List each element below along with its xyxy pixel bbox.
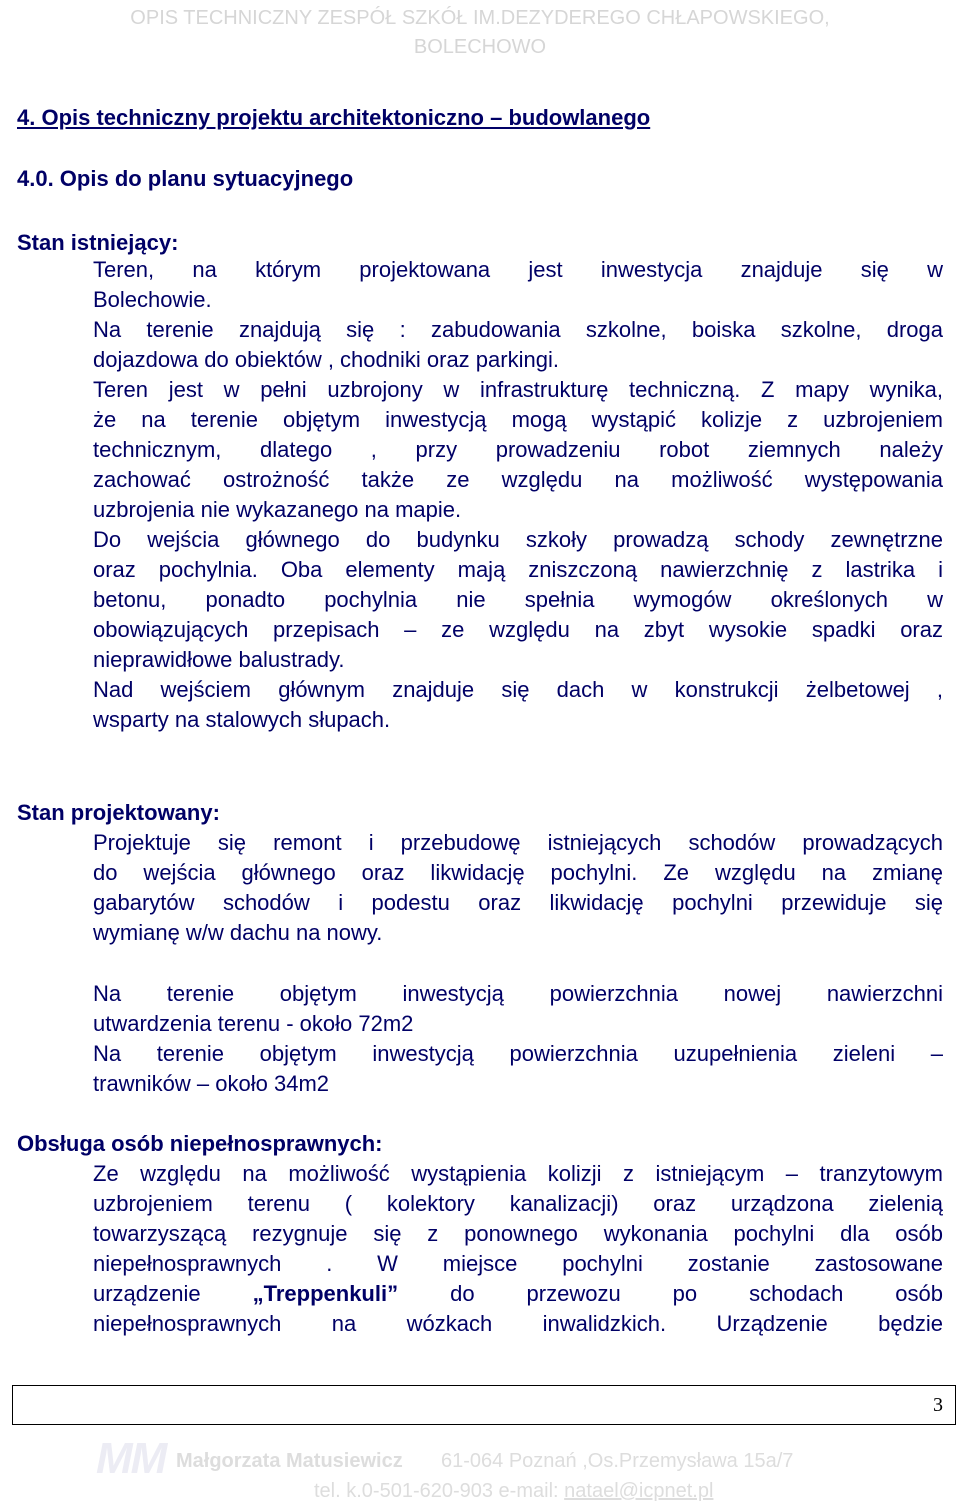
footer-name: Małgorzata Matusiewicz (176, 1450, 403, 1472)
paragraph-stan-istniejacy (93, 255, 943, 735)
page-header (0, 4, 960, 62)
text-line: gabarytów schodów i podestu oraz likwidację pochylni przewiduje się (93, 890, 943, 915)
text-line: uzbrojenia nie wykazanego na mapie. (93, 497, 462, 522)
footer-address: 61-064 Poznań ,Os.Przemysława 15a/7 (441, 1450, 794, 1472)
text-line: betonu, ponadto pochylnia nie spełnia wymogów określonych w (93, 587, 943, 612)
mm-logo: MM (96, 1434, 166, 1483)
paragraph-stan-projektowany-a (93, 828, 943, 948)
heading-stan-projektowany: Stan projektowany: (17, 800, 220, 825)
text-line: obowiązujących przepisach – ze względu na zbyt wysokie spadki oraz (93, 617, 943, 642)
paragraph-obsluga (93, 1159, 943, 1339)
text-line: oraz pochylnia. Oba elementy mają zniszczoną nawierzchnię z lastrika i (93, 557, 943, 582)
text-line: Nad wejściem głównym znajduje się dach w konstrukcji żelbetowej , (93, 677, 943, 702)
paragraph-stan-projektowany-b (93, 979, 943, 1099)
device-name: „Treppenkuli” (252, 1281, 399, 1306)
text-line: dojazdowa do obiektów , chodniki oraz parkingi. (93, 347, 559, 372)
page-number-box (12, 1385, 956, 1425)
footer-email-link[interactable]: natael@icpnet.pl (564, 1480, 714, 1502)
text-line: Projektuje się remont i przebudowę istniejących schodów prowadzących (93, 830, 943, 855)
text-line: Teren, na którym projektowana jest inwestycja znajduje się w (93, 257, 943, 282)
text-line: Teren jest w pełni uzbrojony w infrastrukturę techniczną. Z mapy wynika, (93, 377, 943, 402)
heading-stan-istniejacy: Stan istniejący: (17, 230, 179, 255)
text-line: Na terenie objętym inwestycją powierzchnia nowej nawierzchni (93, 981, 943, 1006)
page-number: 3 (933, 1394, 943, 1416)
text-line: utwardzenia terenu - około 72m2 (93, 1011, 414, 1036)
header-line-2: BOLECHOWO (413, 36, 547, 58)
text-line: Do wejścia głównego do budynku szkoły prowadzą schody zewnętrzne (93, 527, 943, 552)
text-line: nieprawidłowe balustrady. (93, 647, 345, 672)
page-footer (0, 1432, 960, 1509)
text-line: zachować ostrożność także ze względu na możliwość występowania (93, 467, 943, 492)
text-line: urządzenie „Treppenkuli” do przewozu po schodach osób (93, 1281, 943, 1306)
text-line: technicznym, dlatego , przy prowadzeniu robot ziemnych należy (93, 437, 943, 462)
footer-tel: tel. k.0-501-620-903 e-mail: (314, 1480, 559, 1502)
section-subtitle: 4.0. Opis do planu sytuacyjnego (17, 166, 354, 191)
text-line: Ze względu na możliwość wystąpienia kolizji z istniejącym – tranzytowym (93, 1161, 943, 1186)
text-line: wsparty na stalowych słupach. (93, 707, 391, 732)
text-line: do wejścia głównego oraz likwidację pochylni. Ze względu na zmianę (93, 860, 943, 885)
text-line: niepełnosprawnych . W miejsce pochylni zostanie zastosowane (93, 1251, 943, 1276)
text-line: Na terenie znajdują się : zabudowania szkolne, boiska szkolne, droga (93, 317, 943, 342)
text-line: towarzyszącą rezygnuje się z ponownego wykonania pochylni dla osób (93, 1221, 943, 1246)
text-line: Bolechowie. (93, 287, 212, 312)
document-title: 4. Opis techniczny projektu architektoniczno – budowlanego (17, 105, 651, 130)
text-line: Na terenie objętym inwestycją powierzchnia uzupełnienia zieleni – (93, 1041, 943, 1066)
header-line-1: OPIS TECHNICZNY ZESPÓŁ SZKÓŁ IM.DEZYDEREGO CHŁAPOWSKIEGO, (130, 7, 830, 29)
text-line: trawników – około 34m2 (93, 1071, 330, 1096)
text-line: że na terenie objętym inwestycją mogą wystąpić kolizje z uzbrojeniem (93, 407, 943, 432)
heading-obsluga: Obsługa osób niepełnosprawnych: (17, 1131, 383, 1156)
text-line: wymianę w/w dachu na nowy. (93, 920, 383, 945)
text-line: niepełnosprawnych na wózkach inwalidzkich. Urządzenie będzie (93, 1311, 943, 1336)
text-line: uzbrojeniem terenu ( kolektory kanalizacji) oraz urządzona zielenią (93, 1191, 943, 1216)
footer-contact (314, 1480, 713, 1503)
